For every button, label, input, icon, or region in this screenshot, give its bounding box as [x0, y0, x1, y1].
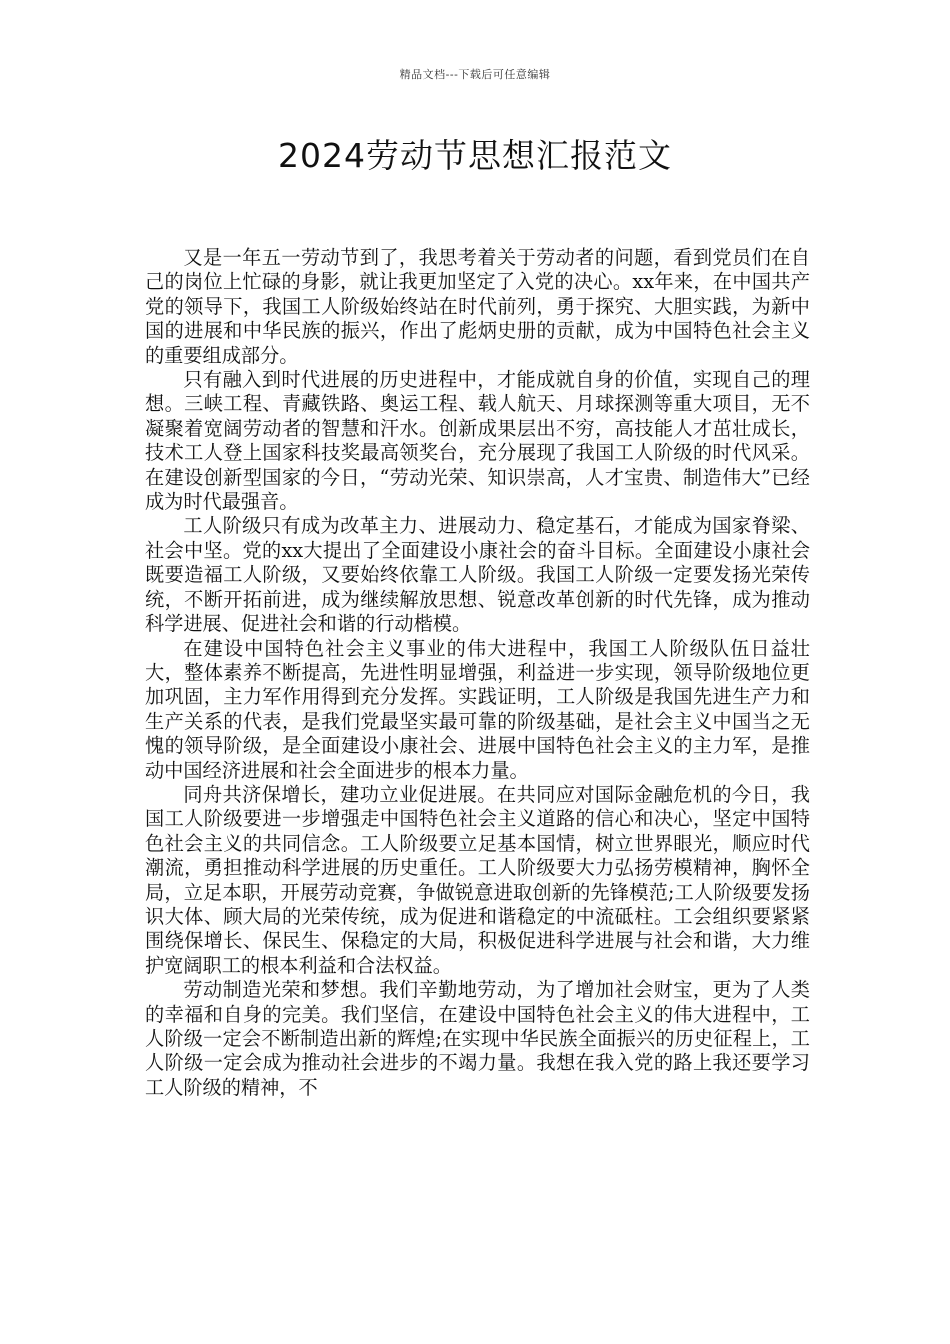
header-note: 精品文档---下载后可任意编辑 [399, 68, 551, 81]
paragraph-1: 又是一年五一劳动节到了，我思考着关于劳动者的问题，看到党员们在自己的岗位上忙碌的身影，就让我更加坚定了入党的决心。xx年来，在中国共产党的领导下，我国工人阶级始终站在时代前列，勇于探究、大胆实践，为新中国的进展和中华民族的振兴，作出了彪炳史册的贡献，成为中国特色社会主义的重要组成部分。 [145, 246, 810, 367]
paragraph-5: 同舟共济保增长，建功立业促进展。在共同应对国际金融危机的今日，我国工人阶级要进一步增强走中国特色社会主义道路的信心和决心，坚定中国特色社会主义的共同信念。工人阶级要立足基本国情，树立世界眼光，顺应时代潮流，勇担推动科学进展的历史重任。工人阶级要大力弘扬劳模精神，胸怀全局，立足本职，开展劳动竞赛，争做锐意进取创新的先锋模范;工人阶级要发扬识大体、顾大局的光荣传统，成为促进和谐稳定的中流砥柱。工会组织要紧紧围绕保增长、保民生、保稳定的大局，积极促进科学进展与社会和谐，大力维护宽阔职工的根本利益和合法权益。 [145, 782, 810, 977]
paragraph-4: 在建设中国特色社会主义事业的伟大进程中，我国工人阶级队伍日益壮大，整体素养不断提高，先进性明显增强，利益进一步实现，领导阶级地位更加巩固，主力军作用得到充分发挥。实践证明，工人阶级是我国先进生产力和生产关系的代表，是我们党最坚实最可靠的阶级基础，是社会主义中国当之无愧的领导阶级，是全面建设小康社会、进展中国特色社会主义的主力军，是推动中国经济进展和社会全面进步的根本力量。 [145, 636, 810, 782]
document-body [145, 246, 810, 1100]
document-title: 2024劳动节思想汇报范文 [278, 136, 672, 175]
paragraph-2: 只有融入到时代进展的历史进程中，才能成就自身的价值，实现自己的理想。三峡工程、青藏铁路、奥运工程、载人航天、月球探测等重大项目，无不凝聚着宽阔劳动者的智慧和汗水。创新成果层出不穷，高技能人才茁壮成长，技术工人登上国家科技奖最高领奖台，充分展现了我国工人阶级的时代风采。在建设创新型国家的今日，“劳动光荣、知识崇高，人才宝贵、制造伟大”已经成为时代最强音。 [145, 368, 810, 514]
paragraph-3: 工人阶级只有成为改革主力、进展动力、稳定基石，才能成为国家脊梁、社会中坚。党的xx大提出了全面建设小康社会的奋斗目标。全面建设小康社会既要造福工人阶级，又要始终依靠工人阶级。我国工人阶级一定要发扬光荣传统，不断开拓前进，成为继续解放思想、锐意改革创新的时代先锋，成为推动科学进展、促进社会和谐的行动楷模。 [145, 514, 810, 636]
paragraph-6: 劳动制造光荣和梦想。我们辛勤地劳动，为了增加社会财宝，更为了人类的幸福和自身的完美。我们坚信，在建设中国特色社会主义的伟大进程中，工人阶级一定会不断制造出新的辉煌;在实现中华民族全面振兴的历史征程上，工人阶级一定会成为推动社会进步的不竭力量。我想在我入党的路上我还要学习工人阶级的精神，不 [145, 978, 810, 1099]
